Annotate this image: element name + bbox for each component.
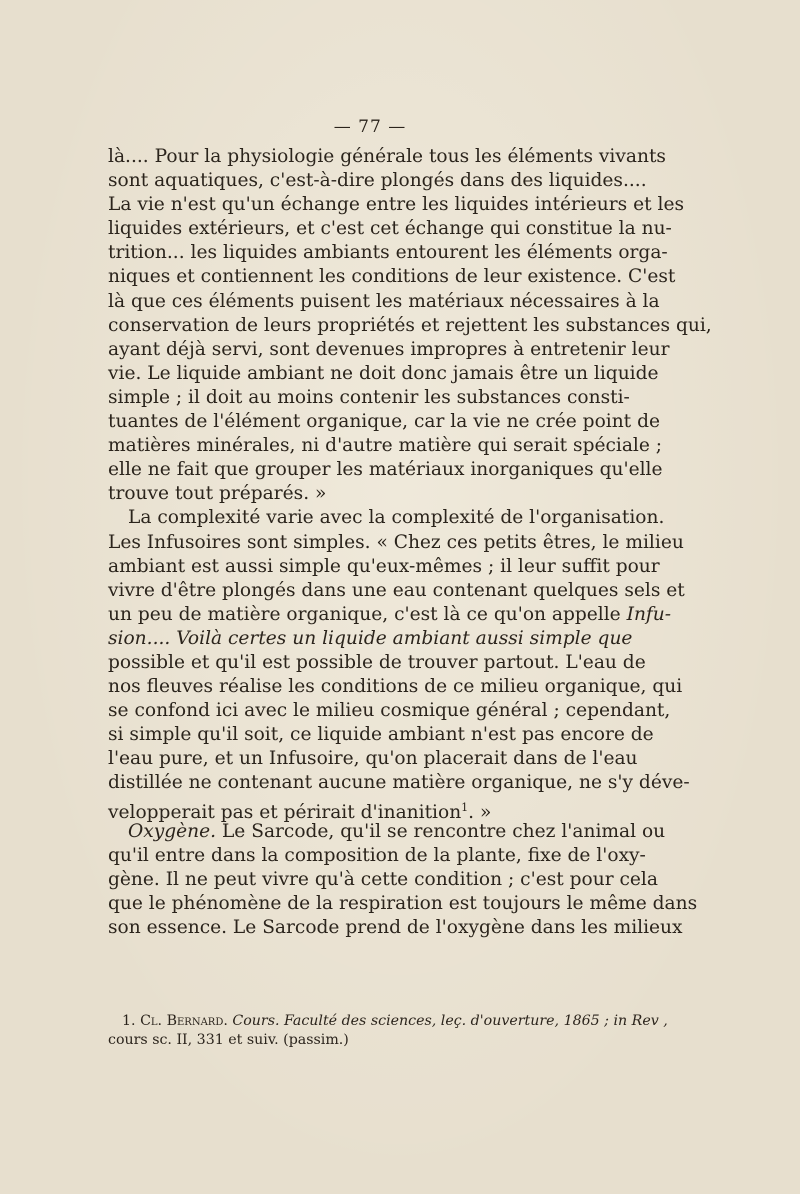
text-line: Les Infusoires sont simples. « Chez ces petits êtres, le milieu xyxy=(108,531,684,553)
text-line-oxygene xyxy=(108,820,666,844)
main-text xyxy=(108,145,712,940)
text-line: tuantes de l'élément organique, car la vie ne crée point de xyxy=(108,411,660,433)
text-line: que le phénomène de la respiration est toujours le même dans xyxy=(108,892,698,914)
text-segment: un peu de matière organique, c'est là ce qu'on appelle xyxy=(108,603,627,625)
text-line: La vie n'est qu'un échange entre les liquides intérieurs et les xyxy=(108,194,685,216)
text-line: vie. Le liquide ambiant ne doit donc jamais être un liquide xyxy=(108,362,659,384)
text-line: vivre d'être plongés dans une eau contenant quelques sels et xyxy=(108,579,685,601)
footnote-number: 1. xyxy=(122,1013,136,1029)
text-line: gène. Il ne peut vivre qu'à cette condition ; c'est pour cela xyxy=(108,868,658,890)
page-number: — 77 — xyxy=(333,117,407,137)
text-line: nos fleuves réalise les conditions de ce milieu organique, qui xyxy=(108,676,683,698)
text-segment: . » xyxy=(468,801,492,823)
footnote-author: Cl. Bernard. xyxy=(140,1013,228,1029)
text-segment: velopperait pas et périrait d'inanition xyxy=(108,801,462,823)
text-line: trouve tout préparés. » xyxy=(108,483,327,505)
text-line-with-note xyxy=(108,796,623,823)
italic-word: Infu- xyxy=(626,603,672,625)
text-line: trition... les liquides ambiants entourent les éléments orga- xyxy=(108,242,668,264)
text-line: là que ces éléments puisent les matériaux nécessaires à la xyxy=(108,290,660,312)
text-line: se confond ici avec le milieu cosmique général ; cependant, xyxy=(108,700,671,722)
text-line: La complexité varie avec la complexité de l'organisation. xyxy=(128,507,665,529)
footnote-citation: Cours. Faculté des sciences, leç. d'ouverture, 1865 ; in Rev , xyxy=(227,1013,668,1029)
italic-word: sion.... Voilà certes un liquide ambiant aussi simple que xyxy=(108,627,633,649)
section-term: Oxygène. xyxy=(128,820,217,842)
text-line: ambiant est aussi simple qu'eux-mêmes ; il leur suffit pour xyxy=(108,555,660,577)
text-line: l'eau pure, et un Infusoire, qu'on placerait dans de l'eau xyxy=(108,748,638,770)
footnote-ref: 1 xyxy=(461,800,469,814)
text-line-infu xyxy=(108,603,672,627)
footnote xyxy=(108,1012,668,1050)
footnote-line: cours sc. II, 331 et suiv. (passim.) xyxy=(108,1032,349,1048)
text-line: liquides extérieurs, et c'est cet échange qui constitue la nu- xyxy=(108,218,672,240)
text-line: niques et contiennent les conditions de leur existence. C'est xyxy=(108,266,676,288)
text-line: elle ne fait que grouper les matériaux inorganiques qu'elle xyxy=(108,459,663,481)
text-line: matières minérales, ni d'autre matière qui serait spéciale ; xyxy=(108,435,663,457)
text-line: conservation de leurs propriétés et rejettent les substances qui, xyxy=(108,314,712,336)
text-line: ayant déjà servi, sont devenues impropres à entretenir leur xyxy=(108,338,670,360)
text-line: son essence. Le Sarcode prend de l'oxygène dans les milieux xyxy=(108,917,683,938)
text-segment: Le Sarcode, qu'il se rencontre chez l'animal ou xyxy=(216,820,666,842)
text-line: distillée ne contenant aucune matière organique, ne s'y déve- xyxy=(108,772,690,794)
text-line: qu'il entre dans la composition de la plante, fixe de l'oxy- xyxy=(108,844,646,866)
text-line-sion xyxy=(108,627,633,651)
text-line: si simple qu'il soit, ce liquide ambiant n'est pas encore de xyxy=(108,724,654,746)
text-line: simple ; il doit au moins contenir les substances consti- xyxy=(108,386,630,408)
footnote-line xyxy=(108,1012,668,1031)
text-line: sont aquatiques, c'est-à-dire plongés dans des liquides.... xyxy=(108,170,647,192)
text-line: là.... Pour la physiologie générale tous les éléments vivants xyxy=(108,146,666,167)
text-line: possible et qu'il est possible de trouver partout. L'eau de xyxy=(108,651,646,673)
